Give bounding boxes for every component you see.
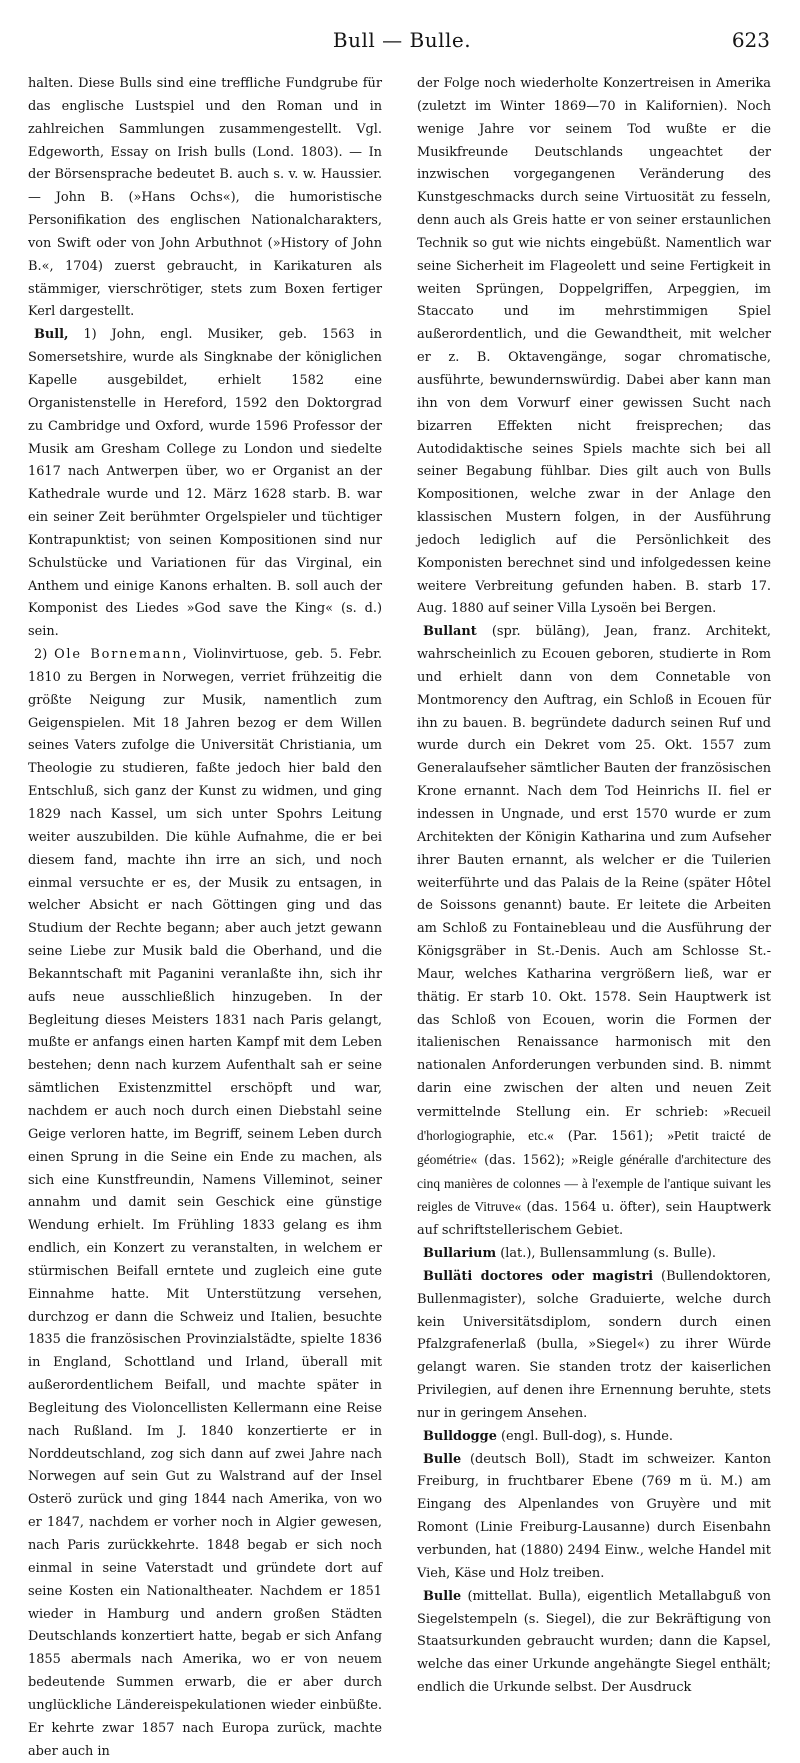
page-number: 623 [731, 28, 770, 52]
entry-text: (das. 1562); [477, 1152, 572, 1168]
entry-ole-bull [28, 644, 382, 1763]
entry-headword: Bull, [34, 327, 69, 343]
entry-text: (mittellat. Bulla), eigentlich Metallabguß von Siegelstempeln (s. Siegel), die zur Bekräftigung von Staatsurkunden gebraucht wurden; dann die Kapsel, welche das einer Urkunde angehängte Siegel enthält; endlich die Urkunde selbst. Der Ausdruck [417, 1588, 771, 1696]
entry-bulle-seal [417, 1586, 771, 1700]
entry-headword: Bullant [423, 624, 477, 640]
entry-text: (lat.), Bullensammlung (s. Bulle). [496, 1246, 716, 1262]
entry-text: , Jean, franz. Architekt, wahrscheinlich zu Ecouen geboren, studierte in Rom und erhielt dann von dem Connetable von Montmorency den Auftrag, ein Schloß in Ecouen für ihn zu bauen. B. begründete dadurch seinen Ruf und wurde durch ein Dekret vom 25. Okt. 1557 zum Generalaufseher sämtlicher Bauten der französischen Krone ernannt. Nach dem Tod Heinrichs II. fiel er indessen in Ungnade, und erst 1570 wurde er zum Architekten der Königin Katharina und zum Aufseher ihrer Bauten ernannt, als welcher er die Tuilerien weiterführte und das Palais de la Reine (später Hôtel de Soissons genannt) baute. Er leitete die Arbeiten am Schloß zu Fontainebleau und die Ausführung der Königsgräber in St.-Denis. Auch am Schlosse St.-Maur, welches Katharina vergrößern ließ, war er thätig. Er starb 10. Okt. 1578. Sein Hauptwerk ist das Schloß von Ecouen, worin die Formen der italienischen Renaissance harmonisch mit den nationalen Anforderungen verbunden sind. B. nimmt darin eine zwischen der alten und neuen Zeit vermittelnde Stellung ein. Er schrieb: [417, 624, 771, 1120]
entry-text: , Violinvirtuose, geb. 5. Febr. 1810 zu Bergen in Norwegen, verriet frühzeitig die größte Neigung zur Musik, namentlich zum Geigenspielen. Mit 18 Jahren bezog er dem Willen seines Vaters zufolge die Universität Christiania, um Theologie zu studieren, faßte jedoch hier bald den Entschluß, sich ganz der Kunst zu widmen, und ging 1829 nach Kassel, um sich unter Spohrs Leitung weiter auszubilden. Die kühle Aufnahme, die er bei diesem fand, machte ihn irre an sich, und noch einmal versuchte er es, der Musik zu entsagen, in welcher Absicht er nach Göttingen ging und das Studium der Rechte begann; aber auch jetzt gewann seine Liebe zur Musik bald die Oberhand, und die Bekanntschaft mit Paganini veranlaßte ihn, sich ihr aufs neue ausschließlich hinzugeben. In der Begleitung dieses Meisters 1831 nach Paris gelangt, mußte er anfangs einen harten Kampf mit dem Leben bestehen; denn nach kurzem Aufenthalt sah er seine sämtlichen Existenzmittel erschöpft und war, nachdem er auch noch durch einen Diebstahl seine Geige verloren hatte, im Begriff, seinem Leben durch einen Sprung in die Seine ein Ende zu machen, als sich eine Kunstfreundin, Namens Villeminot, seiner annahm und damit sein Geschick eine günstige Wendung erhielt. Im Frühling 1833 gelang es ihm endlich, ein Konzert zu veranstalten, in welchem er stürmischen Beifall erntete und zugleich eine gute Einnahme hatte. Mit Unterstützung versehen, durchzog er dann die Schweiz und Italien, besuchte 1835 die französischen Provinzialstädte, spielte 1836 in England, Schottland und Irland, überall mit außerordentlichem Beifall, und machte später in Begleitung des Violoncellisten Kellermann eine Reise nach Rußland. Im J. 1840 konzertierte er in Norddeutschland, zog sich dann auf zwei Jahre nach Norwegen auf sein Gut zu Walstrand auf der Insel Osterö zurück und ging 1844 nach Amerika, von wo er 1847, nachdem er vorher noch in Algier gewesen, nach Paris zurückkehrte. 1848 begab er sich noch einmal in seine Vaterstadt und gründete dort auf seine Kosten ein Nationaltheater. Nachdem er 1851 wieder in Hamburg und andern großen Städten Deutschlands konzertiert hatte, begab er sich Anfang 1855 abermals nach Amerika, wo er von neuem bedeutende Summen erwarb, die er aber durch unglückliche Ländereispekulationen wieder einbüßte. Er kehrte zwar 1857 nach Europa zurück, machte aber auch in [28, 647, 382, 1759]
entry-text: (engl. Bull-dog), s. Hunde. [496, 1428, 674, 1444]
pronunciation: (spr. bülāng) [476, 624, 586, 640]
entry-text: (das. 1564 u. öfter), sein Hauptwerk auf schriftstellerischem Gebiet. [417, 1200, 771, 1239]
entry-bullarium [417, 1243, 771, 1266]
paragraph-text: halten. Diese Bulls sind eine treffliche Fundgrube für das englische Lustspiel und den Roman und in zahlreichen Sammlungen zusammengestellt. Vgl. Edgeworth, Essay on Irish bulls (Lond. 1803). — In der Börsensprache bedeutet B. auch s. v. w. Haussier. — John B. (»Hans Ochs«), die humoristische Personifikation des englischen Nationalcharakters, von Swift oder von John Arbuthnot (»History of John B.«, 1704) zuerst gebraucht, in Karikaturen als stämmiger, vierschrötiger, stets zum Boxen fertiger Kerl dargestellt. [28, 76, 382, 320]
entry-headword: Bulläti doctores oder magistri [423, 1268, 654, 1284]
entry-bulle-town [417, 1449, 771, 1586]
entry-text: (Par. 1561); [553, 1128, 668, 1144]
work-title: »Reigle généralle d'architecture des cinq manières de colonnes — à l'exemple de l'antique suivant les reigles de Vitruve« [417, 1151, 772, 1215]
right-column [417, 73, 772, 1696]
entry-number: 2) [34, 647, 55, 663]
entry-text: (deutsch Boll), Stadt im schweizer. Kanton Freiburg, in fruchtbarer Ebene (769 m ü. M.) am Eingang des Alpenlandes von Gruyère und mit Romont (Linie Freiburg-Lausanne) durch Eisenbahn verbunden, hat (1880) 2494 Einw., welche Handel mit Vieh, Käse und Holz treiben. [417, 1451, 771, 1581]
entry-headword: Bullarium [423, 1246, 497, 1262]
running-head [34, 28, 770, 58]
entry-text: 1) John, engl. Musiker, geb. 1563 in Somersetshire, wurde als Singknabe der königlichen Kapelle ausgebildet, erhielt 1582 eine Organistenstelle in Hereford, 1592 den Doktorgrad zu Cambridge und Oxford, wurde 1596 Professor der Musik am Gresham College zu London und siedelte 1617 nach Antwerpen über, wo er Organist an der Kathedrale wurde und 12. März 1628 starb. B. war ein seiner Zeit berühmter Orgelspieler und tüchtiger Kontrapunktist; von seinen Kompositionen sind nur Schulstücke und Variationen für das Virginal, ein Anthem und einige Kanons erhalten. B. soll auch der Komponist des Liedes »God save the King« (s. d.) sein. [28, 327, 382, 640]
entry-bulldogge [417, 1426, 771, 1449]
running-head-title: Bull — Bulle. [332, 28, 472, 52]
continued-paragraph [28, 73, 382, 324]
entry-headword: Bulle [423, 1588, 462, 1604]
entry-text: (Bullendoktoren, Bullenmagister), solche Graduierte, welche durch kein Universitätsdiplom, sondern durch einen Pfalzgrafenerlaß (bulla, »Siegel«) zu ihrer Würde gelangt waren. Sie standen trotz der kaiserlichen Privilegien, auf denen ihre Ernennung beruhte, stets nur in geringem Ansehen. [417, 1268, 771, 1421]
paragraph-text: der Folge noch wiederholte Konzertreisen in Amerika (zuletzt im Winter 1869—70 in Kalifornien). Noch wenige Jahre vor seinem Tod wußte er die Musikfreunde Deutschlands ungeachtet der inzwischen vorgegangenen Veränderung des Kunstgeschmacks durch seine Virtuosität zu fesseln, denn auch als Greis hatte er von seiner erstaunlichen Technik so gut wie nichts eingebüßt. Namentlich war seine Sicherheit im Flageolett und seine Fertigkeit in weiten Sprüngen, Doppelgriffen, Arpeggien, im Staccato und im mehrstimmigen Spiel außerordentlich, und die Gewandtheit, mit welcher er z. B. Oktavengänge, sogar chromatische, ausführte, bewundernswürdig. Dabei aber kann man ihn von dem Vorwurf einer gewissen Sucht nach bizarren Effekten nicht freisprechen; das Autodidaktische seines Spiels machte sich bei all seiner Begabung fühlbar. Dies gilt auch von Bulls Kompositionen, welche zwar in der Anlage den klassischen Mustern folgen, in der Ausführung jedoch lediglich auf die Persönlichkeit des Komponisten berechnet sind und infolgedessen keine weitere Verbreitung gefunden haben. B. starb 17. Aug. 1880 auf seiner Villa Lysoën bei Bergen. [417, 76, 771, 617]
work-title: »Recueil d'horlogiographie, etc.« [417, 1103, 771, 1143]
entry-bull [28, 324, 382, 644]
entry-headword: Bulldogge [423, 1428, 497, 1444]
work-title: »Petit traicté de géométrie« [417, 1127, 771, 1167]
entry-bullati-doctores [417, 1266, 771, 1426]
entry-bullant [417, 621, 771, 1243]
left-column [28, 73, 382, 1759]
entry-headword: Bulle [423, 1451, 462, 1467]
continued-paragraph [417, 73, 771, 621]
entry-person-name: Ole Bornemann [54, 647, 183, 663]
